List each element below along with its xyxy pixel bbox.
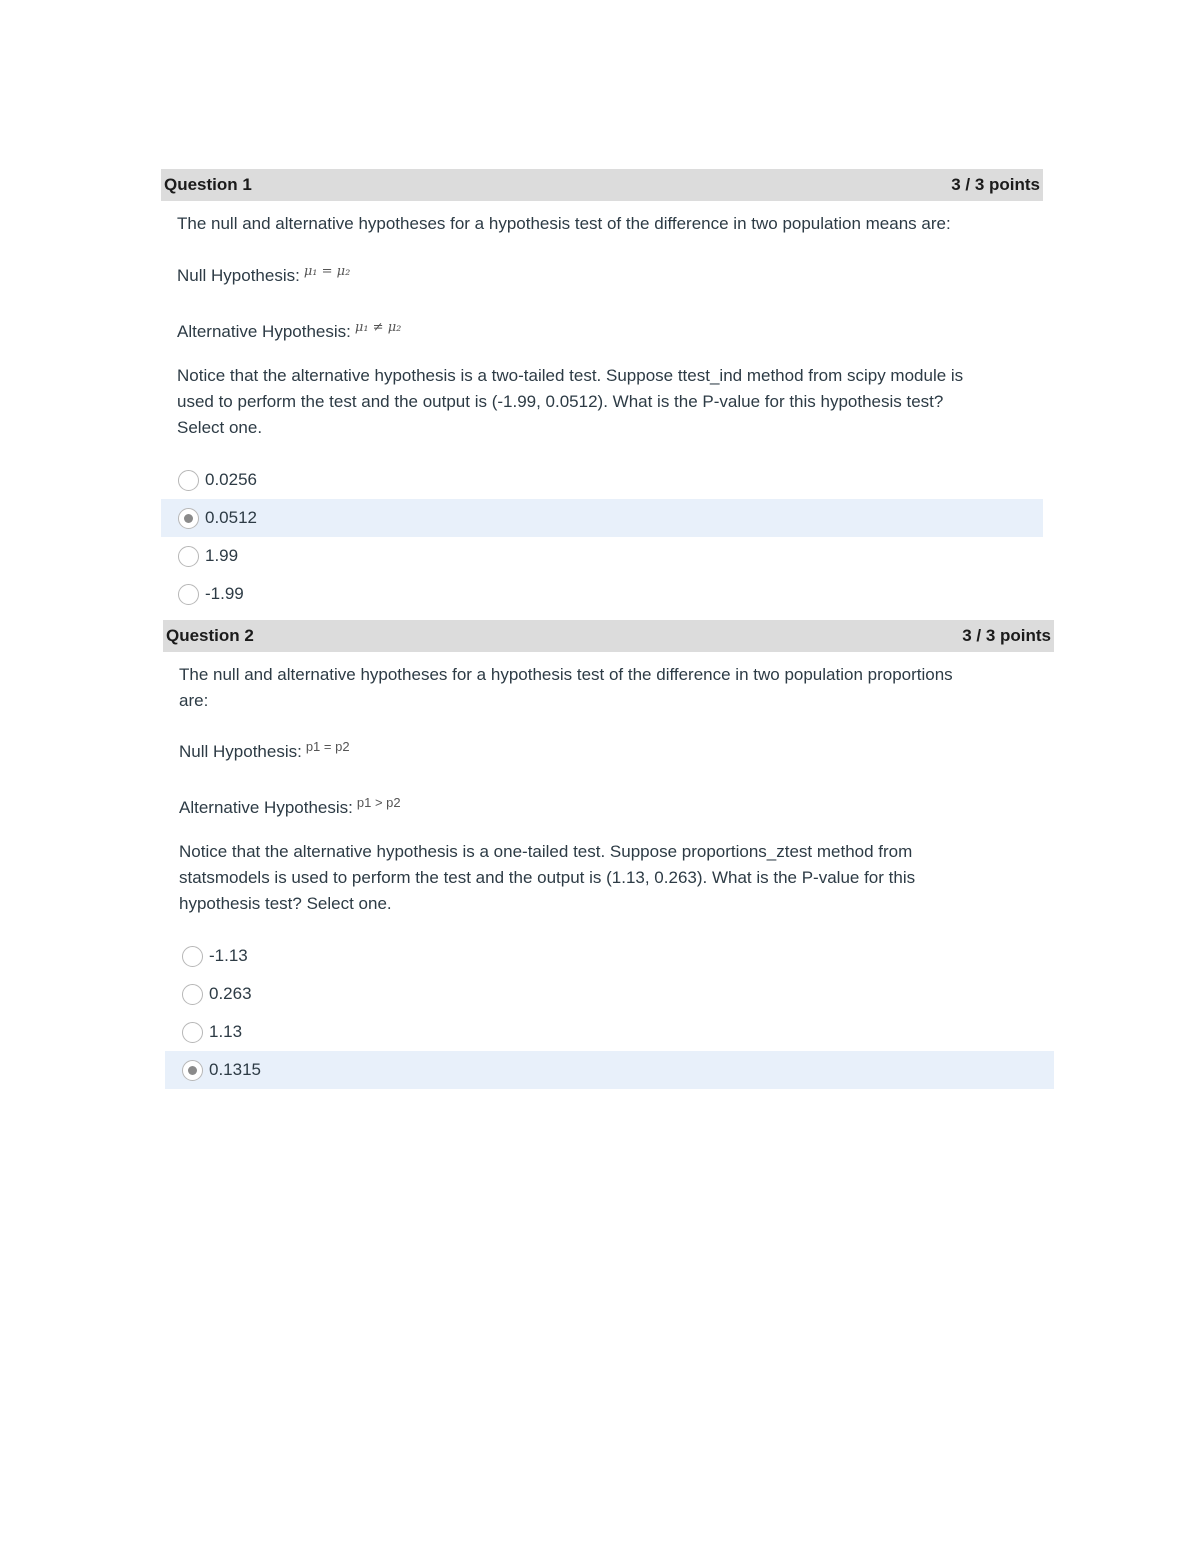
question-2 — [163, 620, 1054, 1089]
answer-option[interactable] — [165, 937, 1054, 975]
question-intro — [179, 662, 1040, 714]
question-body — [163, 662, 1054, 917]
prompt-line: hypothesis test? Select one. — [179, 894, 392, 913]
answer-option[interactable] — [165, 975, 1054, 1013]
prompt-line: statsmodels is used to perform the test and the output is (1.13, 0.263). What is the P-value for this — [179, 868, 916, 887]
answer-option-selected[interactable] — [165, 1051, 1054, 1089]
alternative-hypothesis-label: Alternative Hypothesis: — [177, 322, 351, 341]
alternative-hypothesis — [177, 315, 1029, 345]
answer-option-label: -1.13 — [209, 946, 248, 965]
question-title: Question 1 — [164, 175, 252, 194]
answer-option-label: 0.263 — [209, 984, 252, 1003]
question-prompt — [177, 363, 1029, 441]
answer-options — [163, 937, 1054, 1089]
answer-option-label: -1.99 — [205, 584, 244, 603]
radio-button[interactable] — [178, 546, 199, 567]
null-hypothesis-label: Null Hypothesis: — [177, 266, 300, 285]
prompt-line: Select one. — [177, 418, 263, 437]
radio-button[interactable] — [182, 946, 203, 967]
answer-option[interactable] — [161, 537, 1043, 575]
intro-line: The null and alternative hypotheses for a hypothesis test of the difference in two population proportions — [179, 665, 953, 684]
answer-option-label: 1.13 — [209, 1022, 243, 1041]
null-hypothesis-math: μ₁ = μ₂ — [303, 264, 351, 279]
answer-option-label: 0.0256 — [205, 470, 257, 489]
radio-button[interactable] — [182, 984, 203, 1005]
radio-button-checked[interactable] — [178, 508, 199, 529]
intro-line: are: — [179, 691, 209, 710]
null-hypothesis — [179, 734, 1040, 765]
answer-option[interactable] — [161, 461, 1043, 499]
radio-button[interactable] — [178, 470, 199, 491]
answer-option-label: 1.99 — [205, 546, 239, 565]
answer-option-selected[interactable] — [161, 499, 1043, 537]
question-1 — [161, 169, 1043, 613]
radio-button-checked[interactable] — [182, 1060, 203, 1081]
answer-option[interactable] — [165, 1013, 1054, 1051]
question-body — [161, 211, 1043, 441]
radio-button[interactable] — [178, 584, 199, 605]
alternative-hypothesis-math: μ₁ ≠ μ₂ — [354, 320, 402, 335]
answer-option[interactable] — [161, 575, 1043, 613]
prompt-line: used to perform the test and the output is (-1.99, 0.0512). What is the P-value for this hypothesis test? — [177, 392, 944, 411]
answer-options — [161, 461, 1043, 613]
answer-option-label: 0.0512 — [205, 508, 257, 527]
question-title: Question 2 — [166, 626, 254, 645]
radio-button[interactable] — [182, 1022, 203, 1043]
question-header — [161, 169, 1043, 201]
question-intro: The null and alternative hypotheses for a hypothesis test of the difference in two population means are: — [177, 214, 951, 233]
null-hypothesis — [177, 259, 1029, 289]
null-hypothesis-math: p1 = p2 — [305, 739, 350, 754]
prompt-line: Notice that the alternative hypothesis is a one-tailed test. Suppose proportions_ztest method from — [179, 842, 913, 861]
alternative-hypothesis — [179, 790, 1040, 821]
prompt-line: Notice that the alternative hypothesis is a two-tailed test. Suppose ttest_ind method from scipy module is — [177, 366, 964, 385]
question-points: 3 / 3 points — [962, 626, 1051, 645]
question-points: 3 / 3 points — [951, 175, 1040, 194]
answer-option-label: 0.1315 — [209, 1060, 261, 1079]
alternative-hypothesis-label: Alternative Hypothesis: — [179, 798, 353, 817]
question-header — [163, 620, 1054, 652]
alternative-hypothesis-math: p1 > p2 — [356, 795, 401, 810]
null-hypothesis-label: Null Hypothesis: — [179, 742, 302, 761]
question-prompt — [179, 839, 1040, 917]
